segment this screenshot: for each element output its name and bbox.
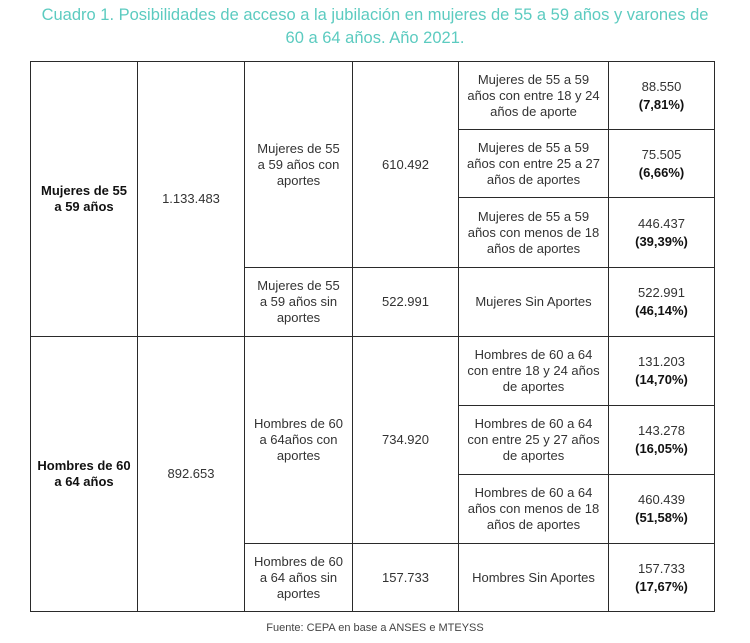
detail-label: Hombres de 60 a 64 con entre 25 y 27 años de aportes bbox=[459, 406, 609, 475]
detail-label: Mujeres de 55 a 59 años con entre 25 a 27 años de aportes bbox=[459, 130, 609, 198]
detail-percent: (6,66%) bbox=[638, 164, 685, 180]
table-row bbox=[31, 337, 715, 406]
detail-count: 143.278 bbox=[638, 423, 685, 438]
detail-value bbox=[609, 62, 715, 130]
detail-value bbox=[609, 130, 715, 198]
table-title: Cuadro 1. Posibilidades de acceso a la jubilación en mujeres de 55 a 59 años y varones de 60 a 64 años. Año 2021. bbox=[41, 6, 709, 47]
detail-percent: (46,14%) bbox=[635, 303, 688, 318]
group-total-men: 892.653 bbox=[138, 337, 245, 612]
women-without-contrib-label: Mujeres de 55 a 59 años sin aportes bbox=[245, 268, 353, 337]
table-row bbox=[31, 62, 715, 130]
detail-count: 157.733 bbox=[638, 560, 685, 576]
detail-label: Hombres de 60 a 64 años con menos de 18 años de aportes bbox=[459, 475, 609, 544]
detail-percent: (17,67%) bbox=[635, 578, 688, 594]
detail-percent: (51,58%) bbox=[635, 510, 688, 525]
detail-count: 446.437 bbox=[638, 215, 685, 231]
group-label-women: Mujeres de 55 a 59 años bbox=[31, 62, 138, 337]
group-total-women: 1.133.483 bbox=[138, 62, 245, 337]
detail-value bbox=[609, 198, 715, 268]
men-without-contrib-value: 157.733 bbox=[353, 544, 459, 612]
women-without-contrib-value: 522.991 bbox=[353, 268, 459, 337]
men-with-contrib-label: Hombres de 60 a 64años con aportes bbox=[245, 337, 353, 544]
detail-count: 75.505 bbox=[641, 146, 682, 162]
detail-count: 522.991 bbox=[638, 285, 685, 300]
detail-value bbox=[609, 475, 715, 544]
detail-count: 131.203 bbox=[638, 354, 685, 369]
women-with-contrib-value: 610.492 bbox=[353, 62, 459, 268]
detail-percent: (7,81%) bbox=[638, 96, 685, 112]
detail-label: Mujeres de 55 a 59 años con menos de 18 años de aportes bbox=[459, 198, 609, 268]
men-without-contrib-label: Hombres de 60 a 64 años sin aportes bbox=[245, 544, 353, 612]
detail-count: 460.439 bbox=[638, 492, 685, 507]
detail-label: Hombres Sin Aportes bbox=[459, 544, 609, 612]
pension-access-table bbox=[30, 61, 715, 612]
detail-value bbox=[609, 544, 715, 612]
detail-label: Mujeres de 55 a 59 años con entre 18 y 24 años de aporte bbox=[459, 62, 609, 130]
detail-value bbox=[609, 406, 715, 475]
detail-percent: (39,39%) bbox=[635, 233, 688, 249]
detail-label: Hombres de 60 a 64 con entre 18 y 24 años de aportes bbox=[459, 337, 609, 406]
detail-label: Mujeres Sin Aportes bbox=[459, 268, 609, 337]
men-with-contrib-value: 734.920 bbox=[353, 337, 459, 544]
source-note: Fuente: CEPA en base a ANSES e MTEYSS bbox=[266, 622, 484, 634]
detail-count: 88.550 bbox=[641, 78, 682, 94]
group-label-men: Hombres de 60 a 64 años bbox=[31, 337, 138, 612]
detail-percent: (14,70%) bbox=[635, 372, 688, 387]
women-with-contrib-label: Mujeres de 55 a 59 años con aportes bbox=[245, 62, 353, 268]
detail-percent: (16,05%) bbox=[635, 441, 688, 456]
detail-value bbox=[609, 268, 715, 337]
detail-value bbox=[609, 337, 715, 406]
